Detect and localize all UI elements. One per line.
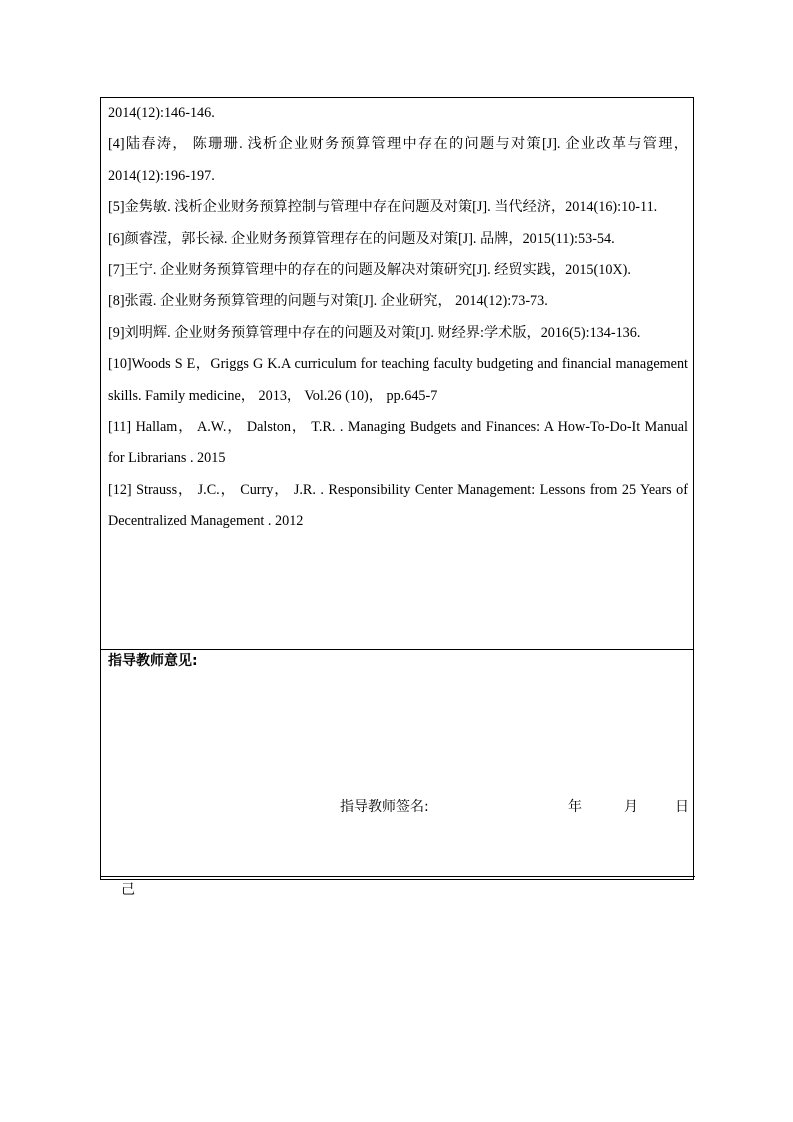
reference-item: [4]陆春涛， 陈珊珊. 浅析企业财务预算管理中存在的问题与对策[J]. 企业改革与管理， 2014(12):196-197. (108, 136, 688, 184)
reference-item: [5]金隽敏. 浅析企业财务预算控制与管理中存在问题及对策[J]. 当代经济，2014(16):10-11. (108, 199, 658, 216)
section-divider (101, 649, 693, 650)
reference-list (108, 98, 688, 538)
signature-day: 日 (675, 799, 689, 815)
signature-year: 年 (568, 799, 582, 815)
signature-row (101, 797, 693, 817)
reference-item: [12] Strauss， J.C.， Curry， J.R. . Responsibility Center Management: Lessons from 25 Years of Decentralized Management . 2012 (108, 481, 688, 530)
reference-item: [10]Woods S E，Griggs G K.A curriculum for teaching faculty budgeting and financial management skills. Family medicine， 2013， Vol.26 (10)， pp.645-7 (108, 356, 688, 404)
signature-month: 月 (624, 799, 638, 815)
reference-item: [6]颜睿滢，郭长禄. 企业财务预算管理存在的问题及对策[J]. 品牌，2015(11):53-54. (108, 230, 615, 247)
advisor-opinion-label: 指导教师意见: (108, 653, 198, 669)
reference-item: [8]张霞. 企业财务预算管理的问题与对策[J]. 企业研究， 2014(12):73-73. (108, 293, 548, 310)
reference-item: [11] Hallam， A.W.， Dalston， T.R. . Managing Budgets and Finances: A How-To-Do-It Manual for Librarians . 2015 (108, 419, 688, 467)
reference-item: 2014(12):146-146. (108, 105, 215, 121)
advisor-signature-label: 指导教师签名: (340, 799, 429, 815)
form-table (100, 97, 694, 880)
reference-item: [7]王宁. 企业财务预算管理中的存在的问题及解决对策研究[J]. 经贸实践，2015(10X). (108, 262, 631, 279)
footer-mark: 己 (121, 882, 135, 898)
reference-item: [9]刘明辉. 企业财务预算管理中存在的问题及对策[J]. 财经界:学术版，2016(5):134-136. (108, 324, 641, 341)
